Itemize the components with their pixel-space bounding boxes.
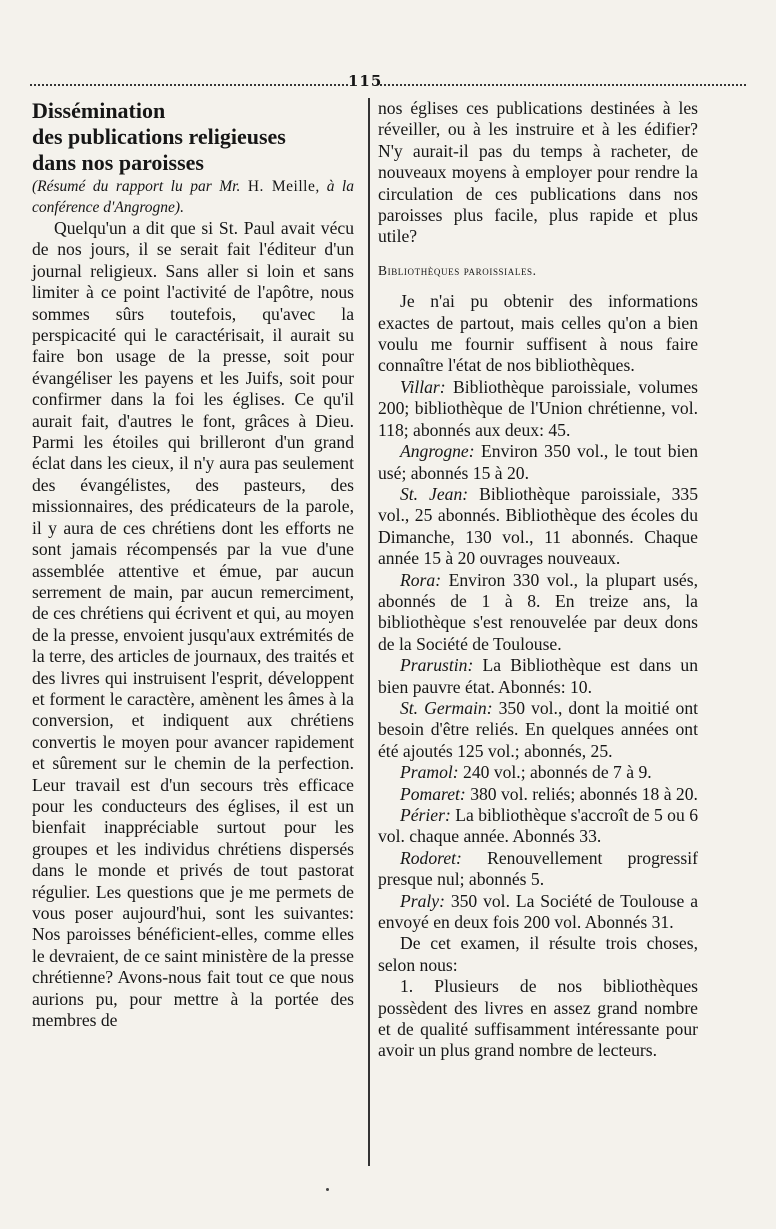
library-entry-text: Bibliothèque paroissiale, volumes 200; bibliothèque de l'Union chrétienne, vol. 118; abonnés aux deux: 45.	[378, 376, 698, 440]
library-entry	[378, 570, 698, 656]
article-paragraph-left: Quelqu'un a dit que si St. Paul avait vécu de nos jours, il se serait fait l'éditeur d'un journal religieux. Sans aller si loin et sans limiter à ce point l'activité de l'apôtre, nous sommes sûrs toutefois, qu'avec la perspicacité qui le caractérisait, il aurait su faire bon usage de la presse, soit pour évangéliser les payens et les Juifs, soit pour confirmer dans la foi les églises. Ce qu'il aurait fait, d'autres le font, grâces à Dieu. Parmi les étoiles qui brilleront d'un grand éclat dans les cieux, il n'y aura pas seulement des évangélistes, des pasteurs, des missionnaires, des prédicateurs de la parole, il y aura de ces chrétiens dont les efforts ne sont jamais récompensés par la vue d'une assemblée attentive et émue, par aucun serrement de main, par aucun remerciment, de ces chrétiens qui écrivent et qui, au moyen de la presse, envoient jusqu'aux extrémités de la terre, des articles de journaux, des traités et des livres qui instruisent l'esprit, développent et forment le caractère, amènent les âmes à la conversion, et indiquent aux chrétiens convertis le moyen pour avancer rapidement et sûrement sur le chemin de la perfection. Leur travail est d'un secours très efficace pour les conducteurs des églises, il est un bienfait inappréciable surtout pour les groupes et les individus chrétiens dispersés dans le monde et privés de tout pastorat régulier. Les questions que je me permets de vous poser aujourd'hui, sont les suivantes: Nos paroisses bénéficient-elles, comme elles le devraient, de ce saint ministère de la presse chrétienne? Avons-nous fait tout ce que nous aurions pu, pour mettre à la portée des membres de	[32, 218, 354, 1031]
library-entry-text: Environ 350 vol., le tout bien usé; abonnés 15 à 20.	[378, 441, 698, 483]
library-entry-text: 380 vol. reliés; abonnés 18 à 20.	[465, 783, 698, 804]
library-entry-place: St. Germain:	[400, 697, 493, 718]
conclusion-paragraph: De cet examen, il résulte trois choses, selon nous:	[378, 933, 698, 975]
article-title-line-1: Dissémination	[32, 98, 166, 123]
header-rule-left	[30, 84, 348, 86]
library-entry	[378, 441, 698, 484]
library-entry-text: 350 vol., dont la moitié ont besoin d'être reliés. En quelques années ont été ajoutés 125 vol.; abonnés, 25.	[378, 697, 698, 761]
library-entries	[378, 377, 698, 934]
library-entry	[378, 698, 698, 762]
article-subtitle	[32, 176, 354, 218]
library-entry	[378, 784, 698, 805]
left-column	[32, 98, 354, 1031]
library-entry	[378, 762, 698, 783]
ink-dot	[326, 1188, 329, 1191]
library-entry	[378, 805, 698, 848]
article-title-line-3: dans nos paroisses	[32, 150, 204, 175]
right-column	[378, 98, 698, 1062]
library-entry	[378, 848, 698, 891]
intro-paragraph: Je n'ai pu obtenir des informations exactes de partout, mais celles qu'on a bien voulu me fournir suffisent à nous faire connaître l'état de nos bibliothèques.	[378, 291, 698, 376]
library-entry-place: Praly:	[400, 890, 445, 911]
subtitle-suffix: , à la conférence d'Angrogne).	[32, 178, 354, 216]
library-entry-text: Renouvellement progressif presque nul; abonnés 5.	[378, 847, 698, 890]
library-entry-text: Environ 330 vol., la plupart usés, abonnés de 1 à 8. En treize ans, la bibliothèque s'est renouvelée par deux dons de la Société de Toulouse.	[378, 569, 698, 654]
library-entry-text: La Bibliothèque est dans un bien pauvre état. Abonnés: 10.	[378, 655, 698, 697]
library-entry-place: St. Jean:	[400, 483, 469, 504]
library-entry-place: Rora:	[400, 569, 442, 590]
library-entry-place: Rodoret:	[400, 847, 462, 868]
article-title-line-2: des publications religieuses	[32, 124, 286, 149]
library-entry	[378, 891, 698, 934]
article-paragraph-right: nos églises ces publications destinées à les réveiller, ou à les instruire et à les édifier? N'y aurait-il pas du temps à racheter, de nouveaux moyens à employer pour rendre la circulation de ces publications dans nos paroisses plus facile, plus rapide et plus utile?	[378, 98, 698, 247]
point-1-paragraph: 1. Plusieurs de nos bibliothèques possèdent des livres en assez grand nombre et de qualité suffisamment intéressante pour avoir un plus grand nombre de lecteurs.	[378, 976, 698, 1061]
library-entry-place: Villar:	[400, 376, 446, 397]
column-divider	[368, 98, 370, 1166]
subtitle-author: H. Meille	[247, 178, 316, 195]
header-rule-right	[380, 84, 746, 86]
library-entry	[378, 484, 698, 570]
library-entry-place: Périer:	[400, 805, 451, 825]
library-entry-place: Angrogne:	[400, 441, 475, 462]
subtitle-prefix: (Résumé du rapport lu par Mr.	[32, 178, 248, 195]
library-entry-text: 350 vol. La Société de Toulouse a envoyé en deux fois 200 vol. Abonnés 31.	[378, 890, 698, 933]
section-heading: Bibliothèques paroissiales.	[378, 262, 537, 278]
library-entry-place: Pomaret:	[400, 783, 466, 804]
library-entry-place: Pramol:	[400, 762, 459, 783]
library-entry	[378, 655, 698, 698]
library-entry-text: Bibliothèque paroissiale, 335 vol., 25 abonnés. Bibliothèque des écoles du Dimanche, 130 vol., 11 abonnés. Chaque année 15 à 20 ouvrages nouveaux.	[378, 483, 698, 569]
library-entry-text: 240 vol.; abonnés de 7 à 9.	[458, 762, 652, 783]
page-number: 115	[348, 72, 383, 90]
library-entry-place: Prarustin:	[400, 655, 474, 676]
library-entry	[378, 377, 698, 441]
library-entry-text: La bibliothèque s'accroît de 5 ou 6 vol. chaque année. Abonnés 33.	[378, 805, 698, 847]
